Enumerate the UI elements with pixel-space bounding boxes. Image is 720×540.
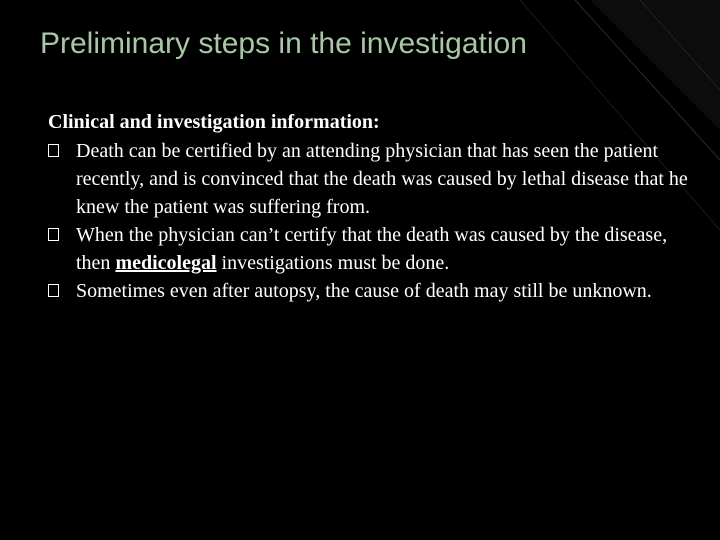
slide-body: [48, 108, 688, 305]
bullet-text-1: Death can be certified by an attending physician that has seen the patient recently, and is convinced that the death was caused by lethal disease that he knew the patient was suffering from.: [76, 140, 688, 218]
bullet-item-1: [48, 137, 688, 221]
square-placeholder-icon: [48, 284, 59, 297]
bullet-text-2-before: When the physician can’t certify that the death was caused by the disease, then: [76, 224, 668, 274]
bullet-item-2: [48, 221, 688, 277]
bullet-item-3: [48, 277, 688, 305]
bullet-text-2-after: investigations must be done.: [216, 252, 450, 274]
bullet-list: [48, 137, 688, 305]
square-placeholder-icon: [48, 228, 59, 241]
section-heading: Clinical and investigation information:: [48, 111, 380, 133]
square-placeholder-icon: [48, 144, 59, 157]
medicolegal-term: medicolegal: [115, 252, 217, 274]
bullet-text-3: Sometimes even after autopsy, the cause of death may still be unknown.: [76, 280, 652, 302]
slide-title: Preliminary steps in the investigation: [40, 27, 527, 60]
